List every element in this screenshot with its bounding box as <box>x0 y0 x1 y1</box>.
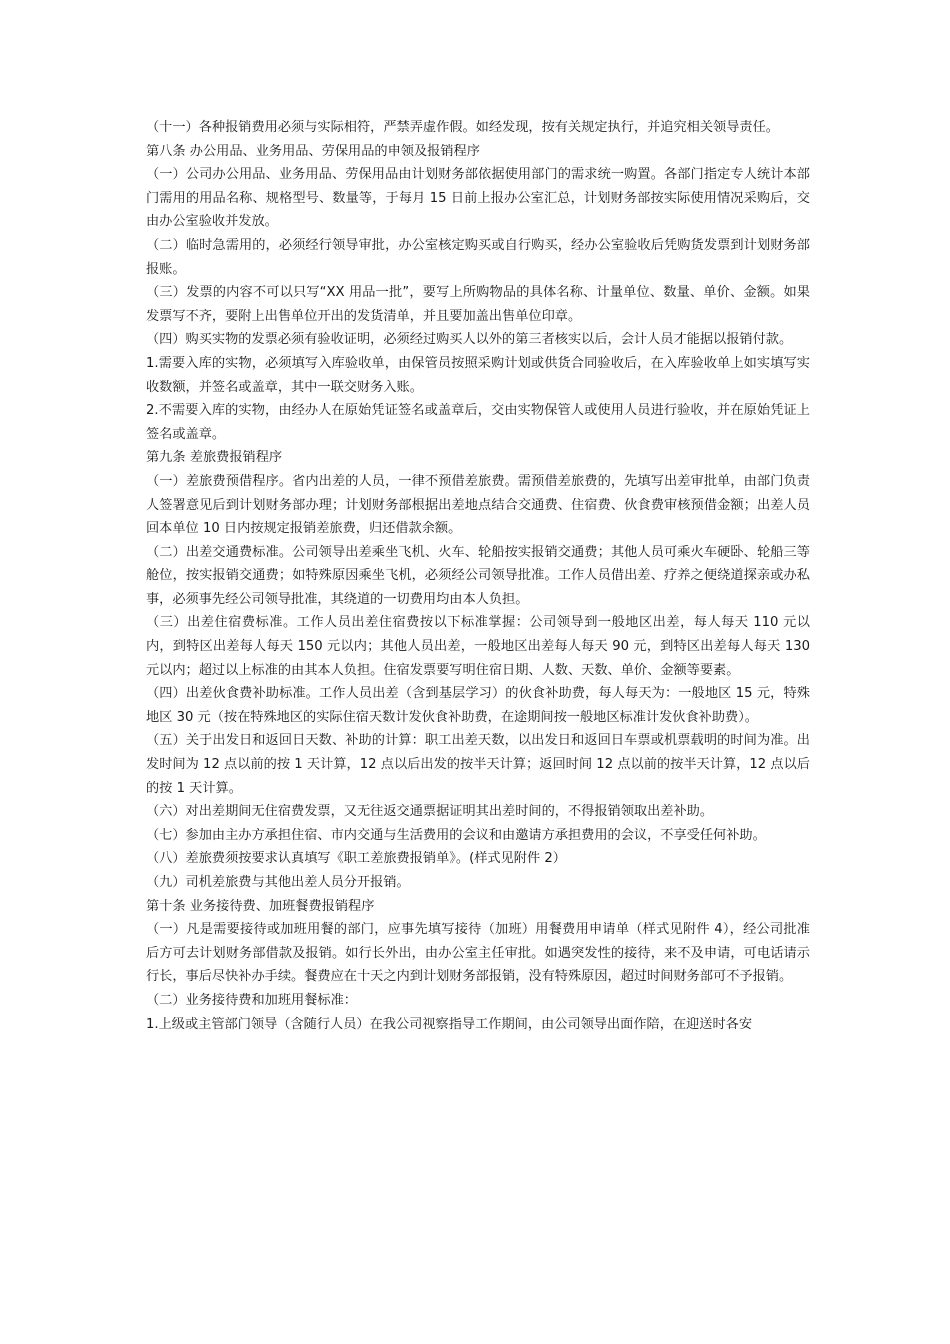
paragraph-9-4: （四）出差伙食费补助标准。工作人员出差（含到基层学习）的伙食补助费，每人每天为：一般地区 15 元，特殊地区 30 元（按在特殊地区的实际住宿天数计发伙食补助费，在途期间按一般地区标准计发伙食补助费）。 <box>146 686 810 725</box>
paragraph-9-5: （五）关于出发日和返回日天数、补助的计算：职工出差天数，以出发日和返回日车票或机票载明的时间为准。出发时间为 12 点以前的按 1 天计算，12 点以后出发的按半天计算；返回时间 12 点以前的按半天计算，12 点以后的按 1 天计算。 <box>146 733 810 796</box>
paragraph-8-4: （四）购买实物的发票必须有验收证明，必须经过购买人以外的第三者核实以后，会计人员才能据以报销付款。 <box>146 332 793 348</box>
paragraph-8-3: （三）发票的内容不可以只写“XX 用品一批”，要写上所购物品的具体名称、计量单位、数量、单价、金额。如果发票写不齐，要附上出售单位开出的发货清单，并且要加盖出售单位印章。 <box>146 285 810 324</box>
paragraph-10-2-item-1: 1.上级或主管部门领导（含随行人员）在我公司视察指导工作期间，由公司领导出面作陪，在迎送时各安 <box>146 1016 753 1032</box>
paragraph-9-2: （二）出差交通费标准。公司领导出差乘坐飞机、火车、轮船按实报销交通费；其他人员可乘火车硬卧、轮船三等舱位，按实报销交通费；如特殊原因乘坐飞机，必须经公司领导批准。工作人员借出差、疗养之便绕道探亲或办私事，必须事先经公司领导批准，其绕道的一切费用均由本人负担。 <box>146 544 810 607</box>
paragraph-9-7: （七）参加由主办方承担住宿、市内交通与生活费用的会议和由邀请方承担费用的会议，不享受任何补助。 <box>146 827 766 843</box>
paragraph-9-8: （八）差旅费须按要求认真填写《职工差旅费报销单》。(样式见附件 2） <box>146 851 566 867</box>
article-8-heading: 第八条 办公用品、业务用品、劳保用品的申领及报销程序 <box>146 143 480 159</box>
paragraph-8-4-item-1: 1.需要入库的实物，必须填写入库验收单，由保管员按照采购计划或供货合同验收后，在入库验收单上如实填写实收数额，并签名或盖章，其中一联交财务入账。 <box>146 355 810 395</box>
article-10-heading: 第十条 业务接待费、加班餐费报销程序 <box>146 898 375 914</box>
paragraph-9-1: （一）差旅费预借程序。省内出差的人员，一律不预借差旅费。需预借差旅费的，先填写出差审批单，由部门负责人签署意见后到计划财务部办理；计划财务部根据出差地点结合交通费、住宿费、伙食费审核预借金额；出差人员回本单位 10 日内按规定报销差旅费，归还借款余额。 <box>146 473 810 537</box>
document-body <box>146 116 810 1036</box>
paragraph-9-6: （六）对出差期间无住宿费发票，又无往返交通票据证明其出差时间的，不得报销领取出差补助。 <box>146 804 714 820</box>
paragraph-10-2: （二）业务接待费和加班用餐标准： <box>146 992 357 1008</box>
paragraph-8-1: （一）公司办公用品、业务用品、劳保用品由计划财务部依据使用部门的需求统一购置。各部门指定专人统计本部门需用的用品名称、规格型号、数量等，于每月 15 日前上报办公室汇总，计划财务部按实际使用情况采购后，交由办公室验收并发放。 <box>146 167 810 230</box>
paragraph-8-4-item-2: 2.不需要入库的实物，由经办人在原始凭证签名或盖章后，交由实物保管人或使用人员进行验收，并在原始凭证上签名或盖章。 <box>146 403 810 442</box>
paragraph-9-3: （三）出差住宿费标准。工作人员出差住宿费按以下标准掌握：公司领导到一般地区出差，每人每天 110 元以内，到特区出差每人每天 150 元以内；其他人员出差，一般地区出差每人每天 90 元，到特区出差每人每天 130 元以内；超过以上标准的由其本人负担。住宿发票要写明住宿日期、人数、天数、单价、金额等要素。 <box>146 615 810 678</box>
article-9-heading: 第九条 差旅费报销程序 <box>146 450 283 466</box>
paragraph-8-2: （二）临时急需用的，必须经行领导审批，办公室核定购买或自行购买，经办公室验收后凭购货发票到计划财务部报账。 <box>146 237 810 277</box>
paragraph-clause-11-note: （十一）各种报销费用必须与实际相符，严禁弄虚作假。如经发现，按有关规定执行，并追究相关领导责任。 <box>146 120 779 135</box>
paragraph-10-1: （一）凡是需要接待或加班用餐的部门，应事先填写接待（加班）用餐费用申请单（样式见附件 4），经公司批准后方可去计划财务部借款及报销。如行长外出，由办公室主任审批。如遇突发性的接待，来不及申请，可电话请示行长，事后尽快补办手续。餐费应在十天之内到计划财务部报销，没有特殊原因，超过时间财务部可不予报销。 <box>146 922 810 985</box>
paragraph-9-9: （九）司机差旅费与其他出差人员分开报销。 <box>146 875 410 890</box>
